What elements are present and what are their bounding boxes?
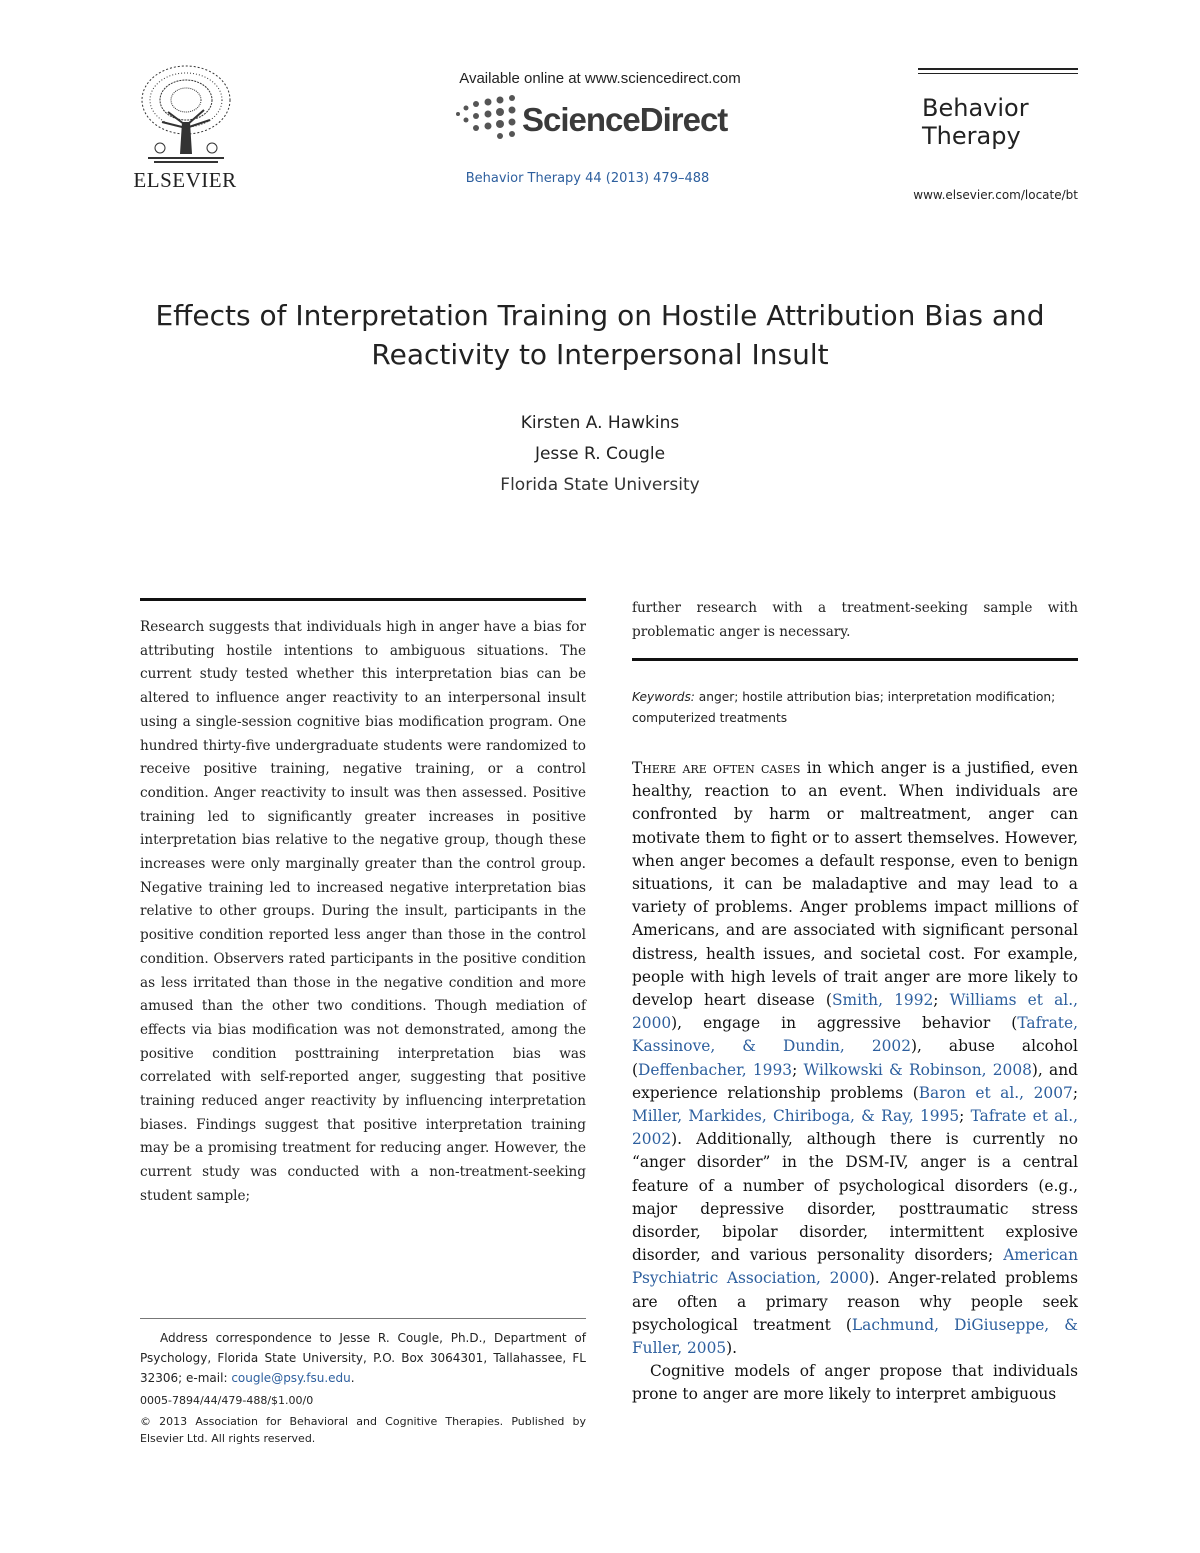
body-text-run: ; xyxy=(959,1107,971,1126)
journal-name-line2: Therapy xyxy=(922,122,1021,150)
issn-line: 0005-7894/44/479-488/$1.00/0 xyxy=(140,1394,314,1407)
sciencedirect-dots-icon xyxy=(452,94,524,140)
affiliation: Florida State University xyxy=(500,475,700,495)
body-paragraph xyxy=(632,757,1078,1360)
correspondence-footnote xyxy=(140,1328,586,1447)
title-line2: Reactivity to Interpersonal Insult xyxy=(371,338,829,371)
available-online-text: Available online at www.sciencedirect.com xyxy=(459,70,741,87)
body-text-run: ). Anger-related problems are often a primary reason why people seek psychological treatment ( xyxy=(632,1269,1078,1334)
citation-link[interactable]: Lachmund, DiGiuseppe, & Fuller, 2005 xyxy=(632,1315,1078,1358)
masthead-rule xyxy=(918,73,1078,74)
copyright-line: © 2013 Association for Behavioral and Cognitive Therapies. Published by Elsevier Ltd. All rights reserved. xyxy=(140,1415,586,1445)
sciencedirect-logo xyxy=(452,92,742,144)
author-name: Kirsten A. Hawkins xyxy=(520,413,680,433)
title-line1: Effects of Interpretation Training on Hostile Attribution Bias and xyxy=(155,299,1045,332)
body-text-run: ; xyxy=(1072,1083,1078,1102)
citation-link[interactable]: Smith, 1992 xyxy=(831,991,934,1010)
citation-link[interactable]: Baron et al., 2007 xyxy=(918,1083,1073,1102)
citation-link[interactable]: Wilkowski & Robinson, 2008 xyxy=(803,1060,1032,1079)
journal-name xyxy=(918,94,1042,150)
body-text-run: ; xyxy=(933,991,950,1010)
address-text: Address correspondence to Jesse R. Cougle, Ph.D., Department of Psychology, Florida State University, P.O. Box 3064301, Tallahassee, FL 32306; e-mail: xyxy=(140,1331,586,1385)
article-title xyxy=(120,296,1080,374)
author-block xyxy=(300,408,900,501)
body-paragraph: Cognitive models of anger propose that individuals prone to anger are more likely to interpret ambiguous xyxy=(632,1362,1078,1404)
footnote-rule xyxy=(140,1318,586,1319)
citation-link[interactable]: American Psychiatric Association, 2000 xyxy=(632,1246,1078,1288)
keywords-label: Keywords: xyxy=(632,690,695,704)
abstract-bottom-rule xyxy=(632,658,1078,661)
keywords xyxy=(632,687,1078,729)
abstract-text: Research suggests that individuals high in anger have a bias for attributing hostile intentions to ambiguous situations. The current study tested whether this interpretation bias can be altered to influence anger reactivity to an interpersonal insult using a single-session cognitive bias modification program. One hundred thirty-five undergraduate students were randomized to receive positive training, negative training, or a control condition. Anger reactivity to insult was then assessed. Positive training led to significantly greater increases in positive interpretation bias relative to the negative group, though these increases were only marginally greater than the control group. Negative training led to increased negative interpretation bias relative to other groups. During the insult, participants in the positive condition reported less anger than those in the control condition. Observers rated participants in the positive condition as less irritated than those in the negative condition and more amused than the other two conditions. Though mediation of effects via bias modification was not demonstrated, among the positive condition posttraining interpretation bias was correlated with self-reported anger, suggesting that positive training reduced anger reactivity by influencing interpretation biases. Findings suggest that positive interpretation training may be a promising treatment for reducing anger. However, the current study was conducted with a non-treatment-seeking student sample; xyxy=(140,619,586,1204)
publisher-name: ELSEVIER xyxy=(133,168,237,192)
citation-link[interactable]: Williams et al., 2000 xyxy=(632,991,1078,1033)
body-text-run: ). Additionally, although there is currently no “anger disorder” in the DSM-IV, anger is a central feature of a number of psychological disorders (e.g., major depressive disorder, posttraumatic stress disorder, bipolar disorder, intermittent explosive disorder, and various personality disorders; xyxy=(632,1130,1078,1265)
citation-link[interactable]: Tafrate et al., 2002 xyxy=(632,1107,1079,1149)
abstract-continuation: further research with a treatment-seeking sample with problematic anger is necessary. xyxy=(632,600,1078,640)
author-name: Jesse R. Cougle xyxy=(534,444,666,464)
journal-url[interactable]: www.elsevier.com/locate/bt xyxy=(913,188,1078,202)
lead-in-text: There are often cases xyxy=(632,759,801,777)
masthead-rule xyxy=(918,68,1078,70)
body-text xyxy=(632,757,1078,1407)
body-text-run: ), abuse alcohol ( xyxy=(632,1037,1078,1079)
elsevier-logo xyxy=(124,62,246,190)
body-text-run: ). xyxy=(726,1339,738,1358)
citation-link[interactable]: Tafrate, Kassinove, & Dundin, 2002 xyxy=(632,1014,1078,1056)
sciencedirect-wordmark: ScienceDirect xyxy=(522,101,728,138)
address-end: . xyxy=(350,1371,355,1385)
abstract-top-rule xyxy=(140,598,586,601)
body-text-run: ), engage in aggressive behavior ( xyxy=(671,1014,1018,1033)
email-link[interactable]: cougle@psy.fsu.edu xyxy=(231,1371,351,1385)
body-text-run: ; xyxy=(792,1060,804,1079)
journal-masthead xyxy=(918,68,1078,150)
elsevier-tree-icon xyxy=(138,62,234,166)
citation-link[interactable]: Miller, Markides, Chiriboga, & Ray, 1995 xyxy=(632,1107,960,1126)
correspondence-address xyxy=(140,1328,586,1388)
journal-name-line1: Behavior xyxy=(922,94,1029,122)
body-text-run: in which anger is a justified, even healthy, reaction to an event. When individuals are confronted by harm or maltreatment, anger can motivate them to fight or to assert themselves. However, when anger becomes a default response, even to benign situations, it can be maladaptive and may lead to a variety of problems. Anger problems impact millions of Americans, and are associated with significant personal distress, health issues, and societal cost. For example, people with high levels of trait anger are more likely to develop heart disease ( xyxy=(632,759,1078,1010)
body-text-run: ), and experience relationship problems ( xyxy=(632,1060,1079,1102)
journal-citation[interactable]: Behavior Therapy 44 (2013) 479–488 xyxy=(465,171,710,186)
keywords-list: anger; hostile attribution bias; interpretation modification; computerized treatments xyxy=(632,690,1056,725)
citation-link[interactable]: Deffenbacher, 1993 xyxy=(638,1060,793,1079)
